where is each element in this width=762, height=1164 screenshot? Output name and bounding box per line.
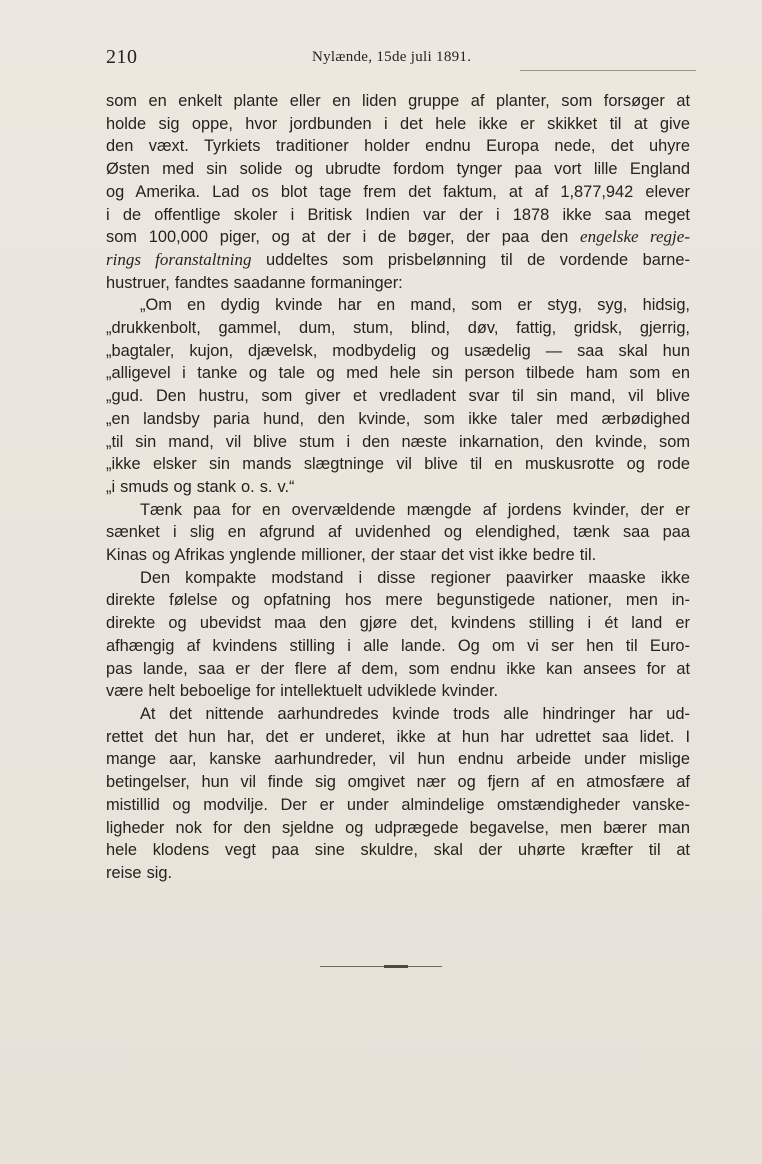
running-head: Nylænde, 15de juli 1891.	[312, 49, 472, 65]
text-line: i de offentlige skoler i Britisk Indien var der i 1878 ikke saa meget	[106, 205, 690, 224]
text-line: sænket i slig en afgrund af uvidenhed og elendighed, tænk saa paa	[106, 523, 690, 542]
paragraph-3	[106, 499, 690, 567]
paragraph-1	[106, 90, 690, 294]
body-text	[106, 90, 690, 885]
text-line: holde sig oppe, hvor jordbunden i det hele ikke er skikket til at give	[106, 114, 690, 133]
end-rule-mark	[384, 965, 408, 968]
text-line: „Om en dydig kvinde har en mand, som er styg, syg, hidsig,	[140, 296, 690, 315]
paragraph-4	[106, 567, 690, 703]
text-line: Den kompakte modstand i disse regioner paavirker maaske ikke	[140, 568, 690, 587]
text-line: Kinas og Afrikas ynglende millioner, der staar det vist ikke bedre til.	[106, 546, 597, 565]
quotation-paragraph	[106, 294, 690, 498]
italic-title-part: engelske regje-	[580, 227, 690, 247]
text-line	[106, 226, 690, 249]
text-line: „alligevel i tanke og tale og med hele sin person tilbede ham som en	[106, 364, 690, 383]
text-line: rettet det hun har, det er underet, ikke at hun har udrettet saa lidet. I	[106, 727, 690, 746]
text-line: Østen med sin solide og ubrudte fordom tynger paa vort lille England	[106, 160, 690, 179]
text-line: „til sin mand, vil blive stum i den næste inkarnation, den kvinde, som	[106, 432, 690, 451]
paragraph-5	[106, 703, 690, 885]
text-line: ligheder nok for den sjeldne og udprægede begavelse, men bærer man	[106, 818, 690, 837]
text-line: direkte følelse og opfatning hos mere begunstigede nationer, men in-	[106, 591, 690, 610]
text-line: som en enkelt plante eller en liden gruppe af planter, som forsøger at	[106, 92, 690, 110]
header-rule	[520, 70, 696, 71]
text-line: hele klodens vegt paa sine skuldre, skal der uhørte kræfter til at	[106, 841, 690, 860]
text-line: direkte og ubevidst maa den gjøre det, kvindens stilling i ét land er	[106, 614, 690, 633]
italic-title-part: rings foranstaltning	[106, 249, 252, 269]
text-fragment: uddeltes som prisbelønning til de vordende barne-	[251, 250, 690, 269]
text-line: afhængig af kvindens stilling i alle lande. Og om vi ser hen til Euro-	[106, 636, 690, 655]
text-line: og Amerika. Lad os blot tage frem det faktum, at af 1,877,942 elever	[106, 182, 690, 201]
text-fragment: som 100,000 piger, og at der i de bøger, der paa den	[106, 228, 581, 247]
end-rule	[320, 966, 442, 967]
text-line: Tænk paa for en overvældende mængde af jordens kvinder, der er	[140, 500, 690, 519]
text-line: „ikke elsker sin mands slægtninge vil blive til en muskusrotte og rode	[106, 455, 690, 474]
text-line: „gud. Den hustru, som giver et vredladent svar til sin mand, vil blive	[106, 387, 690, 406]
page-header	[106, 44, 696, 70]
text-line: reise sig.	[106, 863, 173, 882]
page-number: 210	[106, 46, 138, 68]
text-line: „en landsby paria hund, den kvinde, som ikke taler med ærbødighed	[106, 409, 690, 428]
text-line: hustruer, fandtes saadanne formaninger:	[106, 273, 403, 292]
text-line: „drukkenbolt, gammel, dum, stum, blind, døv, fattig, gridsk, gjerrig,	[106, 319, 690, 338]
text-line: „i smuds og stank o. s. v.“	[106, 477, 295, 496]
text-line: mange aar, kanske aarhundreder, vil hun endnu arbeide under mislige	[106, 750, 690, 769]
text-line: mistillid og modvilje. Der er under almindelige omstændigheder vanske-	[106, 795, 690, 814]
text-line: pas lande, saa er der flere af dem, som endnu ikke kan ansees for at	[106, 659, 690, 678]
text-line: betingelser, hun vil finde sig omgivet nær og fjern af en atmosfære af	[106, 773, 690, 792]
text-line: være helt beboelige for intellektuelt udviklede kvinder.	[106, 682, 499, 701]
text-line: den væxt. Tyrkiets traditioner holder endnu Europa nede, det uhyre	[106, 137, 690, 156]
text-line: At det nittende aarhundredes kvinde trods alle hindringer har ud-	[140, 704, 690, 723]
text-line: „bagtaler, kujon, djævelsk, modbydelig og usædelig — saa skal hun	[106, 341, 690, 360]
text-line	[106, 249, 690, 272]
